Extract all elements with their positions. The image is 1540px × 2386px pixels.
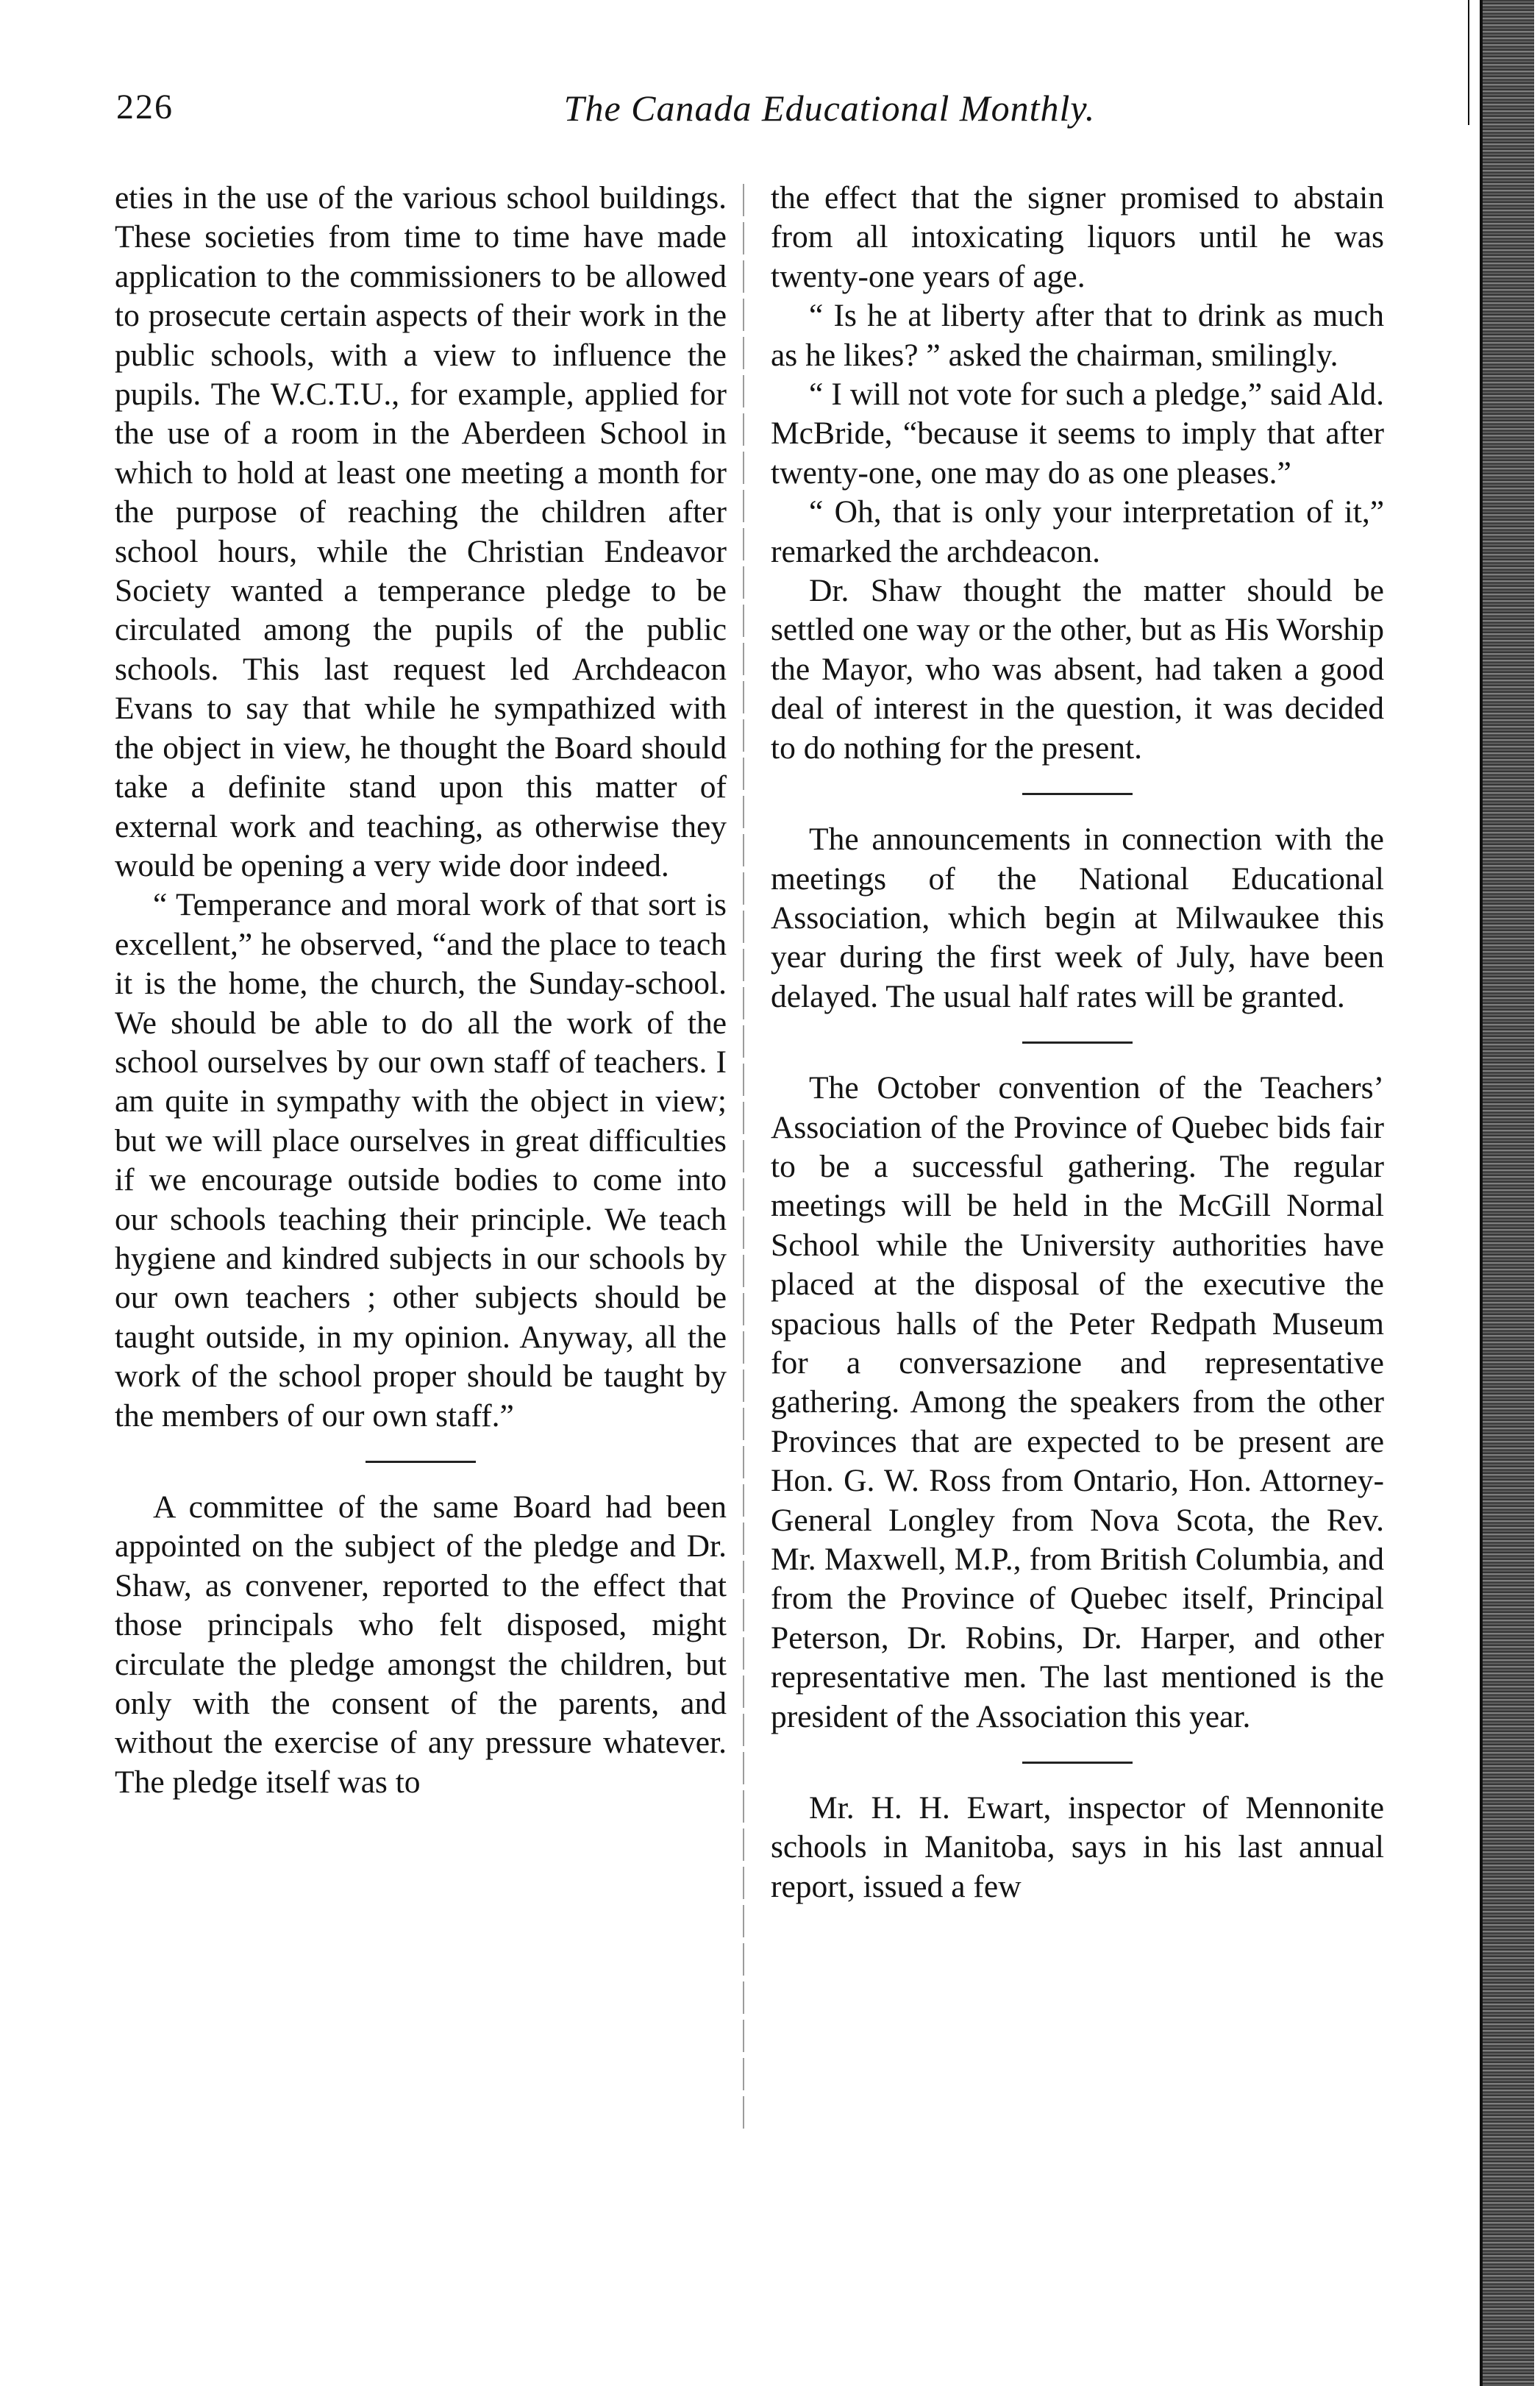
right-paragraph-3: “ I will not vote for such a pledge,” said Ald. McBride, “because it seems to imply that after twenty-one, one may do as one pleases.” [771, 377, 1384, 491]
column-divider [743, 184, 744, 2133]
right-paragraph-2: “ Is he at liberty after that to drink as much as he likes? ” asked the chairman, smilingly. [771, 298, 1384, 373]
section-divider [1022, 1762, 1133, 1764]
section-divider [1022, 1041, 1133, 1044]
left-paragraph-3: A committee of the same Board had been appointed on the subject of the pledge and Dr. Shaw, as convener, reported to the effect that those principals who felt disposed, might circulate the pledge amongst the children, but only with the consent of the parents, and without the exercise of any pressure whatever. The pledge itself was to [115, 1489, 727, 1800]
right-paragraph-6: The announcements in connection with the meetings of the National Educational Association, which begin at Milwaukee this year during the first week of July, have been delayed. The usual half rates will be granted. [771, 822, 1384, 1014]
left-paragraph-2: “ Temperance and moral work of that sort is excellent,” he observed, “and the place to teach it is the home, the church, the Sunday-school. We should be able to do all the work of the school ourselves by our own staff of teachers. I am quite in sympathy with the object in view; but we will place ourselves in great difficulties if we encourage outside bodies to come into our schools teaching their principle. We teach hygiene and kindred subjects in our schools by our own teachers ; other subjects should be taught outside, in my opinion. Anyway, all the work of the school proper should be taught by the members of our own staff.” [115, 887, 727, 1434]
page-header [116, 87, 1418, 138]
right-paragraph-7: The October convention of the Teachers’ Association of the Province of Quebec bids fair to be a successful gathering. The regular meetings will be held in the McGill Normal School while the University authorities have placed at the disposal of the executive the spacious halls of the Peter Redpath Museum for a conversazione and representative gathering. Among the speakers from the other Provinces that are expected to be present are Hon. G. W. Ross from Ontario, Hon. Attorney-General Longley from Nova Scota, the Rev. Mr. Maxwell, M.P., from British Columbia, and from the Province of Quebec itself, Principal Peterson, Dr. Robins, Dr. Harper, and other representative men. The last mentioned is the president of the Association this year. [771, 1070, 1384, 1734]
right-paragraph-5: Dr. Shaw thought the matter should be settled one way or the other, but as His Worship the Mayor, who was absent, had taken a good deal of interest in the question, it was decided to do nothing for the present. [771, 573, 1384, 766]
section-divider [1022, 793, 1133, 795]
right-column [771, 179, 1384, 1906]
left-column [115, 179, 727, 1802]
scan-edge-line [1468, 0, 1469, 125]
running-title: The Canada Educational Monthly. [563, 88, 1096, 129]
scan-edge-strip [1483, 0, 1534, 2386]
left-paragraph-1: eties in the use of the various school buildings. These societies from time to time have made application to the commissioners to be allowed to prosecute certain aspects of their work in the public schools, with a view to influence the pupils. The W.C.T.U., for example, applied for the use of a room in the Aberdeen School in which to hold at least one meeting a month for the purpose of reaching the children after school hours, while the Christian Endeavor Society wanted a temperance pledge to be circulated among the pupils of the public schools. This last request led Archdeacon Evans to say that while he sympathized with the object in view, he thought the Board should take a definite stand upon this matter of external work and teaching, as otherwise they would be opening a very wide door indeed. [115, 180, 727, 883]
section-divider [366, 1461, 476, 1463]
right-paragraph-8: Mr. H. H. Ewart, inspector of Mennonite schools in Manitoba, says in his last annual report, issued a few [771, 1790, 1384, 1904]
right-paragraph-1: the effect that the signer promised to abstain from all intoxicating liquors until he was twenty-one years of age. [771, 180, 1384, 294]
right-paragraph-4: “ Oh, that is only your interpretation of it,” remarked the archdeacon. [771, 494, 1384, 569]
page-number: 226 [116, 88, 174, 127]
